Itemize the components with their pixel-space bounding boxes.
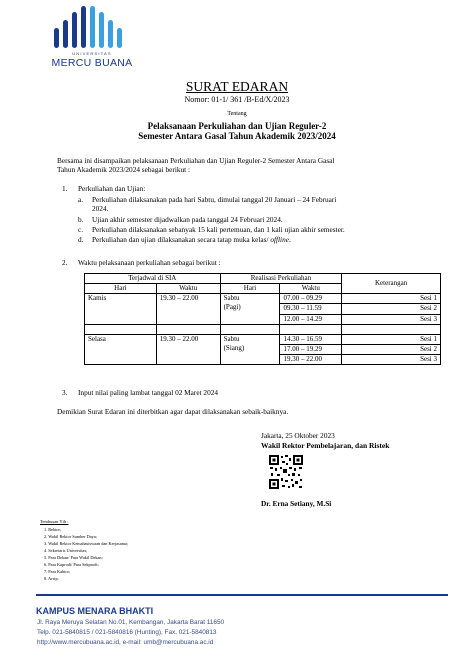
- footer-divider: [36, 594, 448, 596]
- intro-line-1: Bersama ini disampaikan pelaksanaan Perkuliahan dan Ujian Reguler-2 Semester Antara Gasal: [57, 156, 335, 165]
- session-waktu: 19.30 – 22.00: [280, 355, 342, 365]
- tembusan-item: 3. Wakil Rektor Kemahasiswaan dan Kerjasama;: [44, 541, 129, 546]
- session-ket: Sesi 1: [342, 294, 441, 304]
- item-1a-line-1: Perkuliahan dilaksanakan pada hari Sabtu, dimulai tanggal 20 Januari – 24 Februari: [92, 195, 337, 204]
- session-ket: Sesi 3: [342, 355, 441, 365]
- item-1d: [92, 235, 291, 244]
- real-hari: Sabtu: [223, 294, 240, 302]
- header-waktu-sia: Waktu: [156, 284, 220, 294]
- real-hari-cell: [220, 335, 280, 365]
- signer-title: Wakil Rektor Pembelajaran, dan Ristek: [261, 441, 390, 450]
- campus-name: KAMPUS MENARA BHAKTI: [36, 606, 154, 616]
- closing-text: Demikian Surat Edaran ini diterbitkan agar dapat dilaksanakan sebaik-baiknya.: [57, 407, 289, 416]
- item-1b: Ujian akhir semester dijadwalkan pada tanggal 24 Februari 2024.: [92, 215, 283, 224]
- item-1-title: Perkuliahan dan Ujian:: [78, 184, 146, 193]
- logo-bar-4: [81, 6, 86, 48]
- intro-line-2: Tahun Akademik 2023/2024 sebagai berikut :: [57, 165, 191, 174]
- item-1a-line-2: 2024.: [92, 204, 109, 213]
- logo-bar-1: [54, 28, 59, 48]
- session-ket: Sesi 3: [342, 314, 441, 324]
- header-waktu-real: Waktu: [280, 284, 342, 294]
- item-1c: Perkuliahan dilaksanakan sebanyak 15 kali pertemuan, dan 1 kali ujian akhir semester.: [92, 225, 345, 234]
- university-name: MERCU BUANA: [51, 57, 133, 69]
- item-1-number: 1.: [62, 184, 68, 193]
- item-1c-label: c.: [78, 225, 84, 234]
- session-waktu: 17.00 – 19.29: [280, 345, 342, 355]
- tentang-label: Tentang: [227, 111, 247, 117]
- campus-web: http://www.mercubuana.ac.id, e-mail: umb@mercubuana.ac.id: [37, 639, 214, 646]
- logo-bar-8: [117, 28, 122, 48]
- real-note: (Pagi): [223, 303, 241, 311]
- signer-name: Dr. Erna Setiany, M.Si: [261, 499, 332, 508]
- subject-line-2: Semester Antara Gasal Tahun Akademik 2023/2024: [138, 131, 336, 141]
- item-2-title: Waktu pelaksanaan perkuliahan sebagai berikut :: [78, 258, 221, 267]
- letter-number: Nomor: 01-1/ 361 /B-Ed/X/2023: [184, 95, 290, 104]
- real-note: (Siang): [223, 344, 245, 352]
- session-waktu: 07.00 – 09.29: [280, 294, 342, 304]
- session-ket: Sesi 1: [342, 335, 441, 345]
- logo-bar-7: [108, 20, 113, 48]
- table-header-row-1: [85, 274, 441, 284]
- tembusan-item: 8. Arsip.: [44, 576, 59, 581]
- header-hari-real: Hari: [220, 284, 280, 294]
- campus-address: Jl. Raya Meruya Selatan No.01, Kembangan, Jakarta Barat 11650: [37, 619, 225, 626]
- item-3: Input nilai paling lambat tanggal 02 Maret 2024: [78, 388, 219, 397]
- header-hari-sia: Hari: [85, 284, 157, 294]
- real-hari-cell: [220, 294, 280, 325]
- header-keterangan: Keterangan: [342, 274, 441, 294]
- item-1b-label: b.: [78, 215, 84, 224]
- sia-hari-cell: Selasa: [85, 335, 157, 365]
- tembusan-item: 7. Para Kabiro;: [44, 569, 71, 574]
- place-date: Jakarta, 25 Oktober 2023: [261, 431, 335, 440]
- logo-bar-6: [99, 12, 104, 48]
- tembusan-item: 1. Rektor;: [44, 527, 62, 532]
- session-ket: Sesi 2: [342, 304, 441, 314]
- item-1d-main: Perkuliahan dan ujian dilaksanakan secara tatap muka kelas/: [92, 235, 271, 244]
- campus-phone: Telp. 021-5840815 / 021-5840816 (Hunting), Fax. 021-5840813: [37, 629, 217, 636]
- sia-hari-cell: Kamis: [85, 294, 157, 325]
- subject-line-1: Pelaksanaan Perkuliahan dan Ujian Reguler-2: [147, 121, 327, 131]
- tembusan-item: 4. Sekretaris Universitas;: [44, 548, 88, 553]
- table-row: [85, 294, 441, 304]
- university-small-label: UNIVERSITAS: [72, 51, 112, 56]
- item-3-number: 3.: [62, 388, 68, 397]
- sia-waktu-cell: 19.30 – 22.00: [156, 335, 220, 365]
- qr-code-icon: [268, 454, 304, 490]
- item-2-number: 2.: [62, 258, 68, 267]
- item-1d-label: d.: [78, 235, 84, 244]
- logo-bar-5: [90, 6, 95, 48]
- item-1d-italic: offline: [270, 235, 289, 244]
- header-terjadwal: Terjadwal di SIA: [85, 274, 221, 284]
- header-realisasi: Realisasi Perkuliahan: [220, 274, 342, 284]
- real-hari: Sabtu: [223, 335, 240, 343]
- sia-waktu-cell: 19.30 – 22.00: [156, 294, 220, 325]
- item-1d-end: .: [288, 235, 291, 244]
- table-row: [85, 335, 441, 345]
- letter-title: SURAT EDARAN: [185, 79, 289, 94]
- logo-bar-2: [63, 20, 68, 48]
- session-waktu: 09.30 – 11.59: [280, 304, 342, 314]
- tembusan-item: 6. Para Kaprodi/ Para Sekprodi;: [44, 562, 99, 567]
- session-ket: Sesi 2: [342, 345, 441, 355]
- item-1a-label: a.: [78, 195, 84, 204]
- logo-bar-3: [72, 12, 77, 48]
- spacer-row: [85, 325, 441, 335]
- tembusan-item: 5. Para Dekan/ Para Wakil Dekan;: [44, 555, 103, 560]
- tembusan-title: Tembusan Yth :: [40, 519, 69, 524]
- session-waktu: 12.00 – 14.29: [280, 314, 342, 324]
- schedule-table: [84, 273, 441, 365]
- session-waktu: 14.30 – 16.59: [280, 335, 342, 345]
- tembusan-item: 2. Wakil Rektor Sumber Daya;: [44, 534, 97, 539]
